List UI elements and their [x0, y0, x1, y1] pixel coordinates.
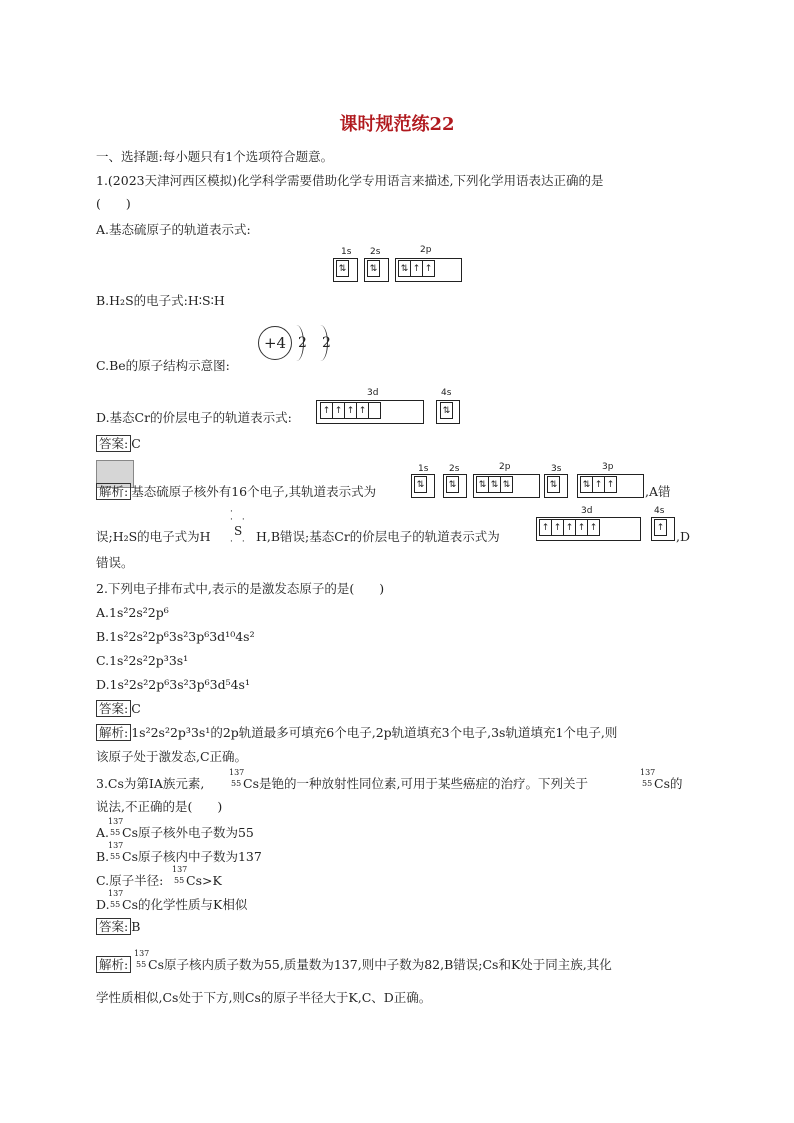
shell-electrons: 2 [298, 335, 307, 351]
q3-answer [96, 918, 140, 936]
answer-value: B [131, 919, 141, 934]
electron-dots: · · [230, 537, 245, 547]
q1-answer [96, 435, 141, 453]
answer-value: C [131, 436, 141, 451]
orbital-2p: ⇅ ↑ ↑ [398, 260, 434, 277]
orb-label: 2s [449, 464, 460, 474]
q1-analysis-line2a: 误;H₂S的电子式为H [96, 529, 211, 544]
q1-paren: ( ) [96, 196, 131, 211]
q2-option-c: C.1s²2s²2p³3s¹ [96, 653, 189, 668]
analysis-text-end: ,A错 [645, 484, 671, 499]
answer-label: 答案: [96, 435, 131, 452]
orbital-frame [316, 400, 424, 424]
atomic-number: 55 [110, 828, 121, 837]
nucleus: +4 [258, 326, 292, 360]
orbital-4s: ↑ [654, 519, 666, 536]
orb-label: 2s [370, 247, 381, 257]
orbital-3d: ↑ ↑ ↑ ↑ ↑ [539, 519, 599, 536]
analysis-text: 1s²2s²2p³3s¹的2p轨道最多可填充6个电子,2p轨道填充3个电子,3s轨道填充1个电子,则 [131, 725, 618, 740]
q3-option-c-prefix: C.原子半径: [96, 873, 164, 888]
q1-stem: 1.(2023天津河西区模拟)化学科学需要借助化学专用语言来描述,下列化学用语表达正确的是 [96, 173, 604, 188]
q2-analysis-line2: 该原子处于激发态,C正确。 [96, 749, 248, 764]
orbital-frame [333, 258, 358, 282]
mass-number: 137 [229, 768, 245, 777]
q3-stem-2: Cs是铯的一种放射性同位素,可用于某些癌症的治疗。下列关于 [243, 776, 588, 791]
q1-option-d: D.基态Cr的价层电子的轨道表示式: [96, 410, 292, 425]
orbital-frame [436, 400, 460, 424]
orbital-frame [364, 258, 389, 282]
answer-label: 答案: [96, 918, 131, 935]
orbital-frame [651, 517, 675, 541]
mass-number: 137 [172, 865, 188, 874]
orbital-frame [443, 474, 467, 498]
orbital-frame [411, 474, 435, 498]
q1-analysis-line2b: H,B错误;基态Cr的价层电子的轨道表示式为 [256, 529, 500, 544]
orbital-2p: ⇅ ⇅ ⇅ [476, 476, 512, 493]
q3-option-a: Cs原子核外电子数为55 [122, 825, 254, 840]
mass-number: 137 [108, 889, 124, 898]
q3-analysis-line1: Cs原子核内质子数为55,质量数为137,则中子数为82,B错误;Cs和K处于同主族,其化 [148, 957, 612, 972]
orbital-1s: ⇅ [336, 260, 348, 277]
atomic-number: 55 [110, 900, 121, 909]
q3-analysis-label [96, 956, 131, 974]
orb-label: 3d [581, 506, 593, 516]
q3-stem-1: 3.Cs为第ⅠA族元素, [96, 776, 205, 791]
q1-option-a: A.基态硫原子的轨道表示式: [96, 222, 251, 237]
atomic-number: 55 [110, 852, 121, 861]
q3-option-b-prefix: B. [96, 849, 110, 864]
orb-label: 2p [420, 245, 432, 255]
q1-analysis-line1 [96, 483, 376, 501]
q2-analysis-line1 [96, 724, 617, 742]
q2-option-d: D.1s²2s²2p⁶3s²3p⁶3d⁵4s¹ [96, 677, 250, 692]
orb-label: 3d [367, 388, 379, 398]
atomic-number: 55 [642, 779, 653, 788]
orbital-3s: ⇅ [547, 476, 559, 493]
orbital-frame [577, 474, 644, 498]
q2-option-a: A.1s²2s²2p⁶ [96, 605, 169, 620]
q2-stem: 2.下列电子排布式中,表示的是激发态原子的是( ) [96, 581, 385, 596]
orb-label: 2p [499, 462, 511, 472]
orbital-2s: ⇅ [446, 476, 458, 493]
orbital-3d: ↑ ↑ ↑ ↑ [320, 402, 380, 419]
mass-number: 137 [640, 768, 656, 777]
q3-stem-3: Cs的 [654, 776, 683, 791]
q3-option-a-prefix: A. [96, 825, 110, 840]
orb-label: 4s [654, 506, 665, 516]
analysis-text-end: ,D [676, 529, 690, 544]
q1-option-b: B.H₂S的电子式:H∶S∶H [96, 293, 225, 308]
orbital-frame [395, 258, 462, 282]
shell-electrons: 2 [322, 335, 331, 351]
analysis-label: 解析: [96, 724, 131, 741]
orbital-4s: ⇅ [440, 402, 452, 419]
atomic-number: 55 [174, 876, 185, 885]
page-title: 课时规范练22 [339, 114, 455, 135]
orbital-1s: ⇅ [414, 476, 426, 493]
q2-option-b: B.1s²2s²2p⁶3s²3p⁶3d¹⁰4s² [96, 629, 255, 644]
mass-number: 137 [134, 949, 150, 958]
orbital-frame [536, 517, 641, 541]
orbital-frame [473, 474, 540, 498]
orb-label: 3p [602, 462, 614, 472]
sulfur-atom: S [234, 524, 243, 538]
section-heading: 一、选择题:每小题只有1个选项符合题意。 [96, 149, 334, 164]
q3-analysis-line2: 学性质相似,Cs处于下方,则Cs的原子半径大于K,C、D正确。 [96, 990, 432, 1005]
q1-option-c: C.Be的原子结构示意图: [96, 358, 230, 373]
analysis-label: 解析: [96, 956, 131, 973]
q3-option-d-prefix: D. [96, 897, 110, 912]
q3-option-b: Cs原子核内中子数为137 [122, 849, 262, 864]
orb-label: 4s [441, 388, 452, 398]
q3-option-d: Cs的化学性质与K相似 [122, 897, 248, 912]
analysis-label: 解析: [96, 483, 131, 500]
answer-label: 答案: [96, 700, 131, 717]
q1-analysis-line3: 错误。 [96, 555, 134, 570]
mass-number: 137 [108, 841, 124, 850]
orbital-3p: ⇅ ↑ ↑ [580, 476, 616, 493]
q3-stem-line2: 说法,不正确的是( ) [96, 799, 223, 814]
atomic-number: 55 [231, 779, 242, 788]
electron-dots: · · · [230, 507, 245, 525]
orbital-frame [544, 474, 568, 498]
orb-label: 3s [551, 464, 562, 474]
atomic-number: 55 [136, 960, 147, 969]
orb-label: 1s [418, 464, 429, 474]
mass-number: 137 [108, 817, 124, 826]
q2-answer [96, 700, 141, 718]
analysis-text: 基态硫原子核外有16个电子,其轨道表示式为 [131, 484, 377, 499]
answer-value: C [131, 701, 141, 716]
orbital-2s: ⇅ [367, 260, 379, 277]
orb-label: 1s [341, 247, 352, 257]
q3-option-c: Cs>K [186, 873, 222, 888]
